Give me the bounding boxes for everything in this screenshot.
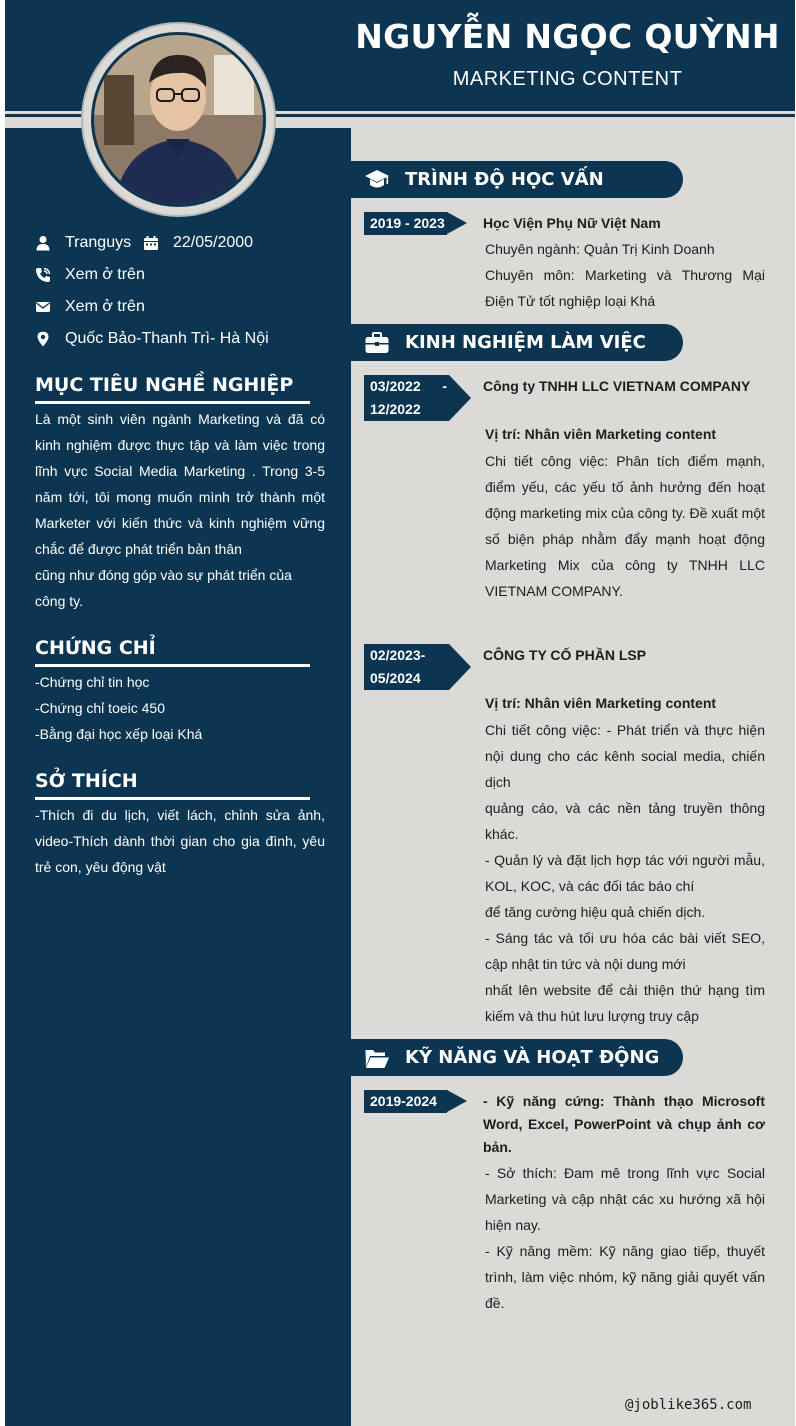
education-section-bar xyxy=(351,161,683,198)
avatar-frame xyxy=(81,22,276,217)
contact-username: Tranguys xyxy=(35,234,131,252)
skills-date: 2019-2024 xyxy=(364,1090,447,1113)
job-2-company: CÔNG TY CỐ PHẦN LSP xyxy=(483,647,647,663)
skills-hard: - Kỹ năng cứng: Thành thạo Microsoft Word, Excel, PowerPoint và chụp ảnh cơ bản. xyxy=(483,1093,765,1155)
map-pin-icon xyxy=(35,331,51,347)
list-item: -Chứng chỉ tin học xyxy=(35,674,150,690)
envelope-icon xyxy=(35,299,51,315)
experience-section-bar xyxy=(351,324,683,361)
phone-icon xyxy=(35,267,51,283)
job-2-position: Vị trí: Nhân viên Marketing content xyxy=(485,695,717,711)
contact-email: Xem ở trên xyxy=(35,298,145,316)
skills-details: - Sở thích: Đam mê trong lĩnh vực Social Marketing và cập nhật các xu hướng xã hội hiện nay. - Kỹ năng mềm: Kỹ năng giao tiếp, thuyết trình, làm việc nhóm, kỹ năng giải quyết vấn đề. xyxy=(485,1165,765,1311)
contact-birthday: 22/05/2000 xyxy=(143,234,253,252)
avatar xyxy=(94,35,263,204)
job-1-date: 03/2022 - 12/2022 xyxy=(364,375,449,421)
profile-photo xyxy=(94,35,263,204)
certificates-list xyxy=(35,669,325,747)
full-name: NGUYỄN NGỌC QUỲNH xyxy=(355,17,780,56)
contact-phone: Xem ở trên xyxy=(35,266,145,284)
graduation-cap-icon xyxy=(364,167,390,193)
briefcase-icon xyxy=(364,330,390,356)
objective-text: Là một sinh viên ngành Marketing và đã có kinh nghiệm được thực tập và làm việc trong lĩnh vực Social Media Marketing . Trong 3-5 năm tới, tôi mong muốn mình trở thành một Marketer với kiến thức và kinh nghiệm vững chắc để được phát triển bản thân cũng như đóng góp vào sự phát triển của công ty. xyxy=(35,411,325,609)
education-details: Chuyên ngành: Quản Trị Kinh Doanh Chuyên môn: Marketing và Thương Mại Điện Tử tốt nghiệp loại Khá xyxy=(485,241,765,309)
calendar-icon xyxy=(143,235,159,251)
skills-heading: KỸ NĂNG VÀ HOẠT ĐỘNG xyxy=(405,1047,660,1068)
skills-section-bar xyxy=(351,1039,683,1076)
list-item: -Bằng đại học xếp loại Khá xyxy=(35,726,203,742)
job-2-details: Chi tiết công việc: - Phát triển và thực hiện nội dung cho các kênh social media, chiến dịch quảng cáo, và các nền tảng truyền thông khác. - Quản lý và đặt lịch hợp tác với người mẫu, KOL, KOC, và các đối tác báo chí để tăng cường hiệu quả chiến dịch. - Sáng tác và tối ưu hóa các bài viết SEO, cập nhật tin tức và nội dung mới nhất lên website để cải thiện thứ hạng tìm kiếm và thu hút lưu lượng truy cập xyxy=(485,722,765,1024)
job-1-position: Vị trí: Nhân viên Marketing content xyxy=(485,426,717,442)
job-title: MARKETING CONTENT xyxy=(452,68,683,90)
resume-page xyxy=(5,0,795,1426)
job-1-details: Chi tiết công việc: Phân tích điểm mạnh, điểm yếu, các yếu tố ảnh hưởng đến hoạt động marketing mix của công ty. Đề xuất một số biện pháp nhằm đẩy mạnh hoạt động Marketing Mix của công ty TNHH LLC VIETNAM COMPANY. xyxy=(485,453,765,599)
experience-heading: KINH NGHIỆM LÀM VIỆC xyxy=(405,332,646,353)
job-2-date: 02/2023- 05/2024 xyxy=(364,644,449,690)
certificates-heading: CHỨNG CHỈ xyxy=(35,637,310,667)
job-1-company: Công ty TNHH LLC VIETNAM COMPANY xyxy=(483,378,751,394)
user-icon xyxy=(35,235,51,251)
education-school: Học Viện Phụ Nữ Việt Nam xyxy=(483,215,661,231)
hobbies-text: -Thích đi du lịch, viết lách, chỉnh sửa ảnh, video-Thích dành thời gian cho gia đình, yêu trẻ con, yêu động vật xyxy=(35,807,325,875)
education-heading: TRÌNH ĐỘ HỌC VẤN xyxy=(405,169,604,190)
contact-address: Quốc Bảo-Thanh Trì- Hà Nội xyxy=(35,330,269,348)
hobbies-heading: SỞ THÍCH xyxy=(35,770,310,800)
folder-open-icon xyxy=(364,1045,390,1071)
list-item: -Chứng chỉ toeic 450 xyxy=(35,700,165,716)
education-date: 2019 - 2023 xyxy=(364,212,447,235)
objective-heading: MỤC TIÊU NGHỀ NGHIỆP xyxy=(35,374,310,404)
footer-watermark: @joblike365.com xyxy=(625,1397,752,1413)
